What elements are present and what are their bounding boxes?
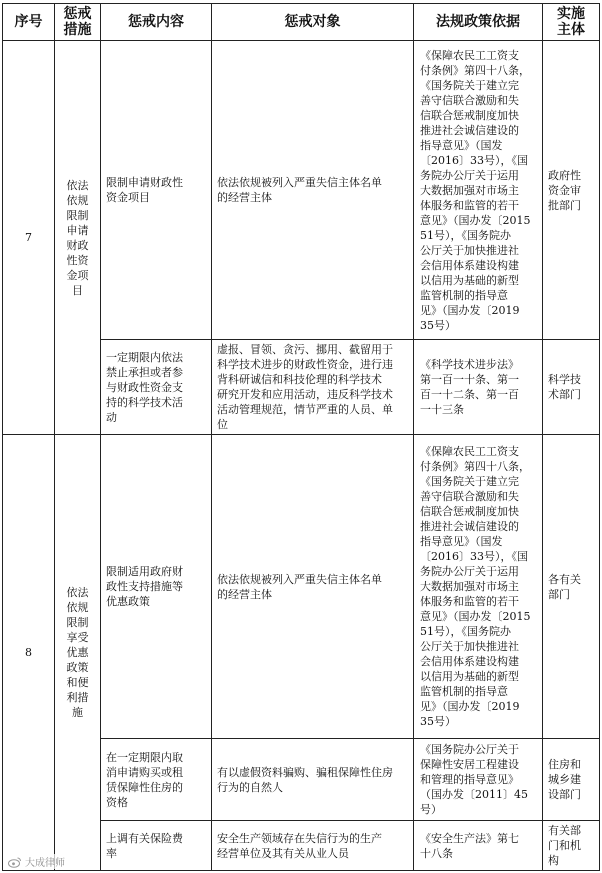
agency-cell: 住房和 城乡建 设部门	[543, 739, 600, 821]
watermark	[8, 854, 65, 869]
basis-cell: 《国务院办公厅关于 保障性安居工程建设 和管理的指导意见》 （国办发〔2011〕45 号）	[414, 739, 543, 821]
header-number: 序号	[3, 4, 55, 41]
header-measure: 惩戒 措施	[55, 4, 101, 41]
watermark-text: 大成律师	[25, 858, 65, 869]
content-cell: 限制申请财政性 资金项目	[101, 41, 212, 340]
agency-cell: 有关部 门和机 构	[543, 821, 600, 871]
target-cell: 依法依规被列入严重失信主体名单 的经营主体	[212, 41, 414, 340]
agency-cell: 政府性 资金审 批部门	[543, 41, 600, 340]
target-cell: 依法依规被列入严重失信主体名单 的经营主体	[212, 435, 414, 739]
target-cell: 虚报、冒领、贪污、挪用、截留用于 科学技术进步的财政性资金，进行违 背科研诚信和科技伦理的科学技术 研究开发和应用活动，违反科学技术 活动管理规范，情节严重的人员、单 位	[212, 340, 414, 435]
table-row	[3, 435, 600, 739]
basis-cell: 《保障农民工工资支 付条例》第四十八条， 《国务院关于建立完 善守信联合激励和失 信联合惩戒制度加快 推进社会诚信建设的 指导意见》（国发 〔2016〕33号），《国 务院办公厅关于运用 大数据加强对市场主 体服务和监管的若干 意见》（国办发〔2015 51号），《国务院办 公厅关于加快推进社 会信用体系建设构建 以信用为基础的新型 监管机制的指导意 见》（国办发〔2019 35号）	[414, 41, 543, 340]
row-number: 8	[3, 435, 55, 871]
table-row	[3, 41, 600, 340]
content-cell: 上调有关保险费 率	[101, 821, 212, 871]
penalty-measures-table	[2, 3, 600, 871]
content-cell: 限制适用政府财 政性支持措施等 优惠政策	[101, 435, 212, 739]
target-cell: 安全生产领域存在失信行为的生产 经营单位及其有关从业人员	[212, 821, 414, 871]
agency-cell: 各有关 部门	[543, 435, 600, 739]
content-cell: 一定期限内依法 禁止承担或者参 与财政性资金支 持的科学技术活 动	[101, 340, 212, 435]
header-agency: 实施 主体	[543, 4, 600, 41]
target-cell: 有以虚假资料骗购、骗租保障性住房 行为的自然人	[212, 739, 414, 821]
header-basis: 法规政策依据	[414, 4, 543, 41]
row-number: 7	[3, 41, 55, 435]
basis-cell: 《安全生产法》第七 十八条	[414, 821, 543, 871]
measure-cell: 依法 依规 限制 享受 优惠 政策 和便 利措 施	[55, 435, 101, 871]
header-row	[3, 4, 600, 41]
weibo-icon	[8, 856, 22, 868]
basis-cell: 《科学技术进步法》 第一百一十条、第一 百一十二条、第一百 一十三条	[414, 340, 543, 435]
basis-cell: 《保障农民工工资支 付条例》第四十八条， 《国务院关于建立完 善守信联合激励和失 信联合惩戒制度加快 推进社会诚信建设的 指导意见》（国发 〔2016〕33号），《国 务院办公厅关于运用 大数据加强对市场主 体服务和监管的若干 意见》（国办发〔2015 51号），《国务院办 公厅关于加快推进社 会信用体系建设构建 以信用为基础的新型 监管机制的指导意 见》（国办发〔2019 35号）	[414, 435, 543, 739]
header-content: 惩戒内容	[101, 4, 212, 41]
measure-cell: 依法 依规 限制 申请 财政 性资 金项 目	[55, 41, 101, 435]
agency-cell: 科学技 术部门	[543, 340, 600, 435]
content-cell: 在一定期限内取 消申请购买或租 赁保障性住房的 资格	[101, 739, 212, 821]
header-target: 惩戒对象	[212, 4, 414, 41]
